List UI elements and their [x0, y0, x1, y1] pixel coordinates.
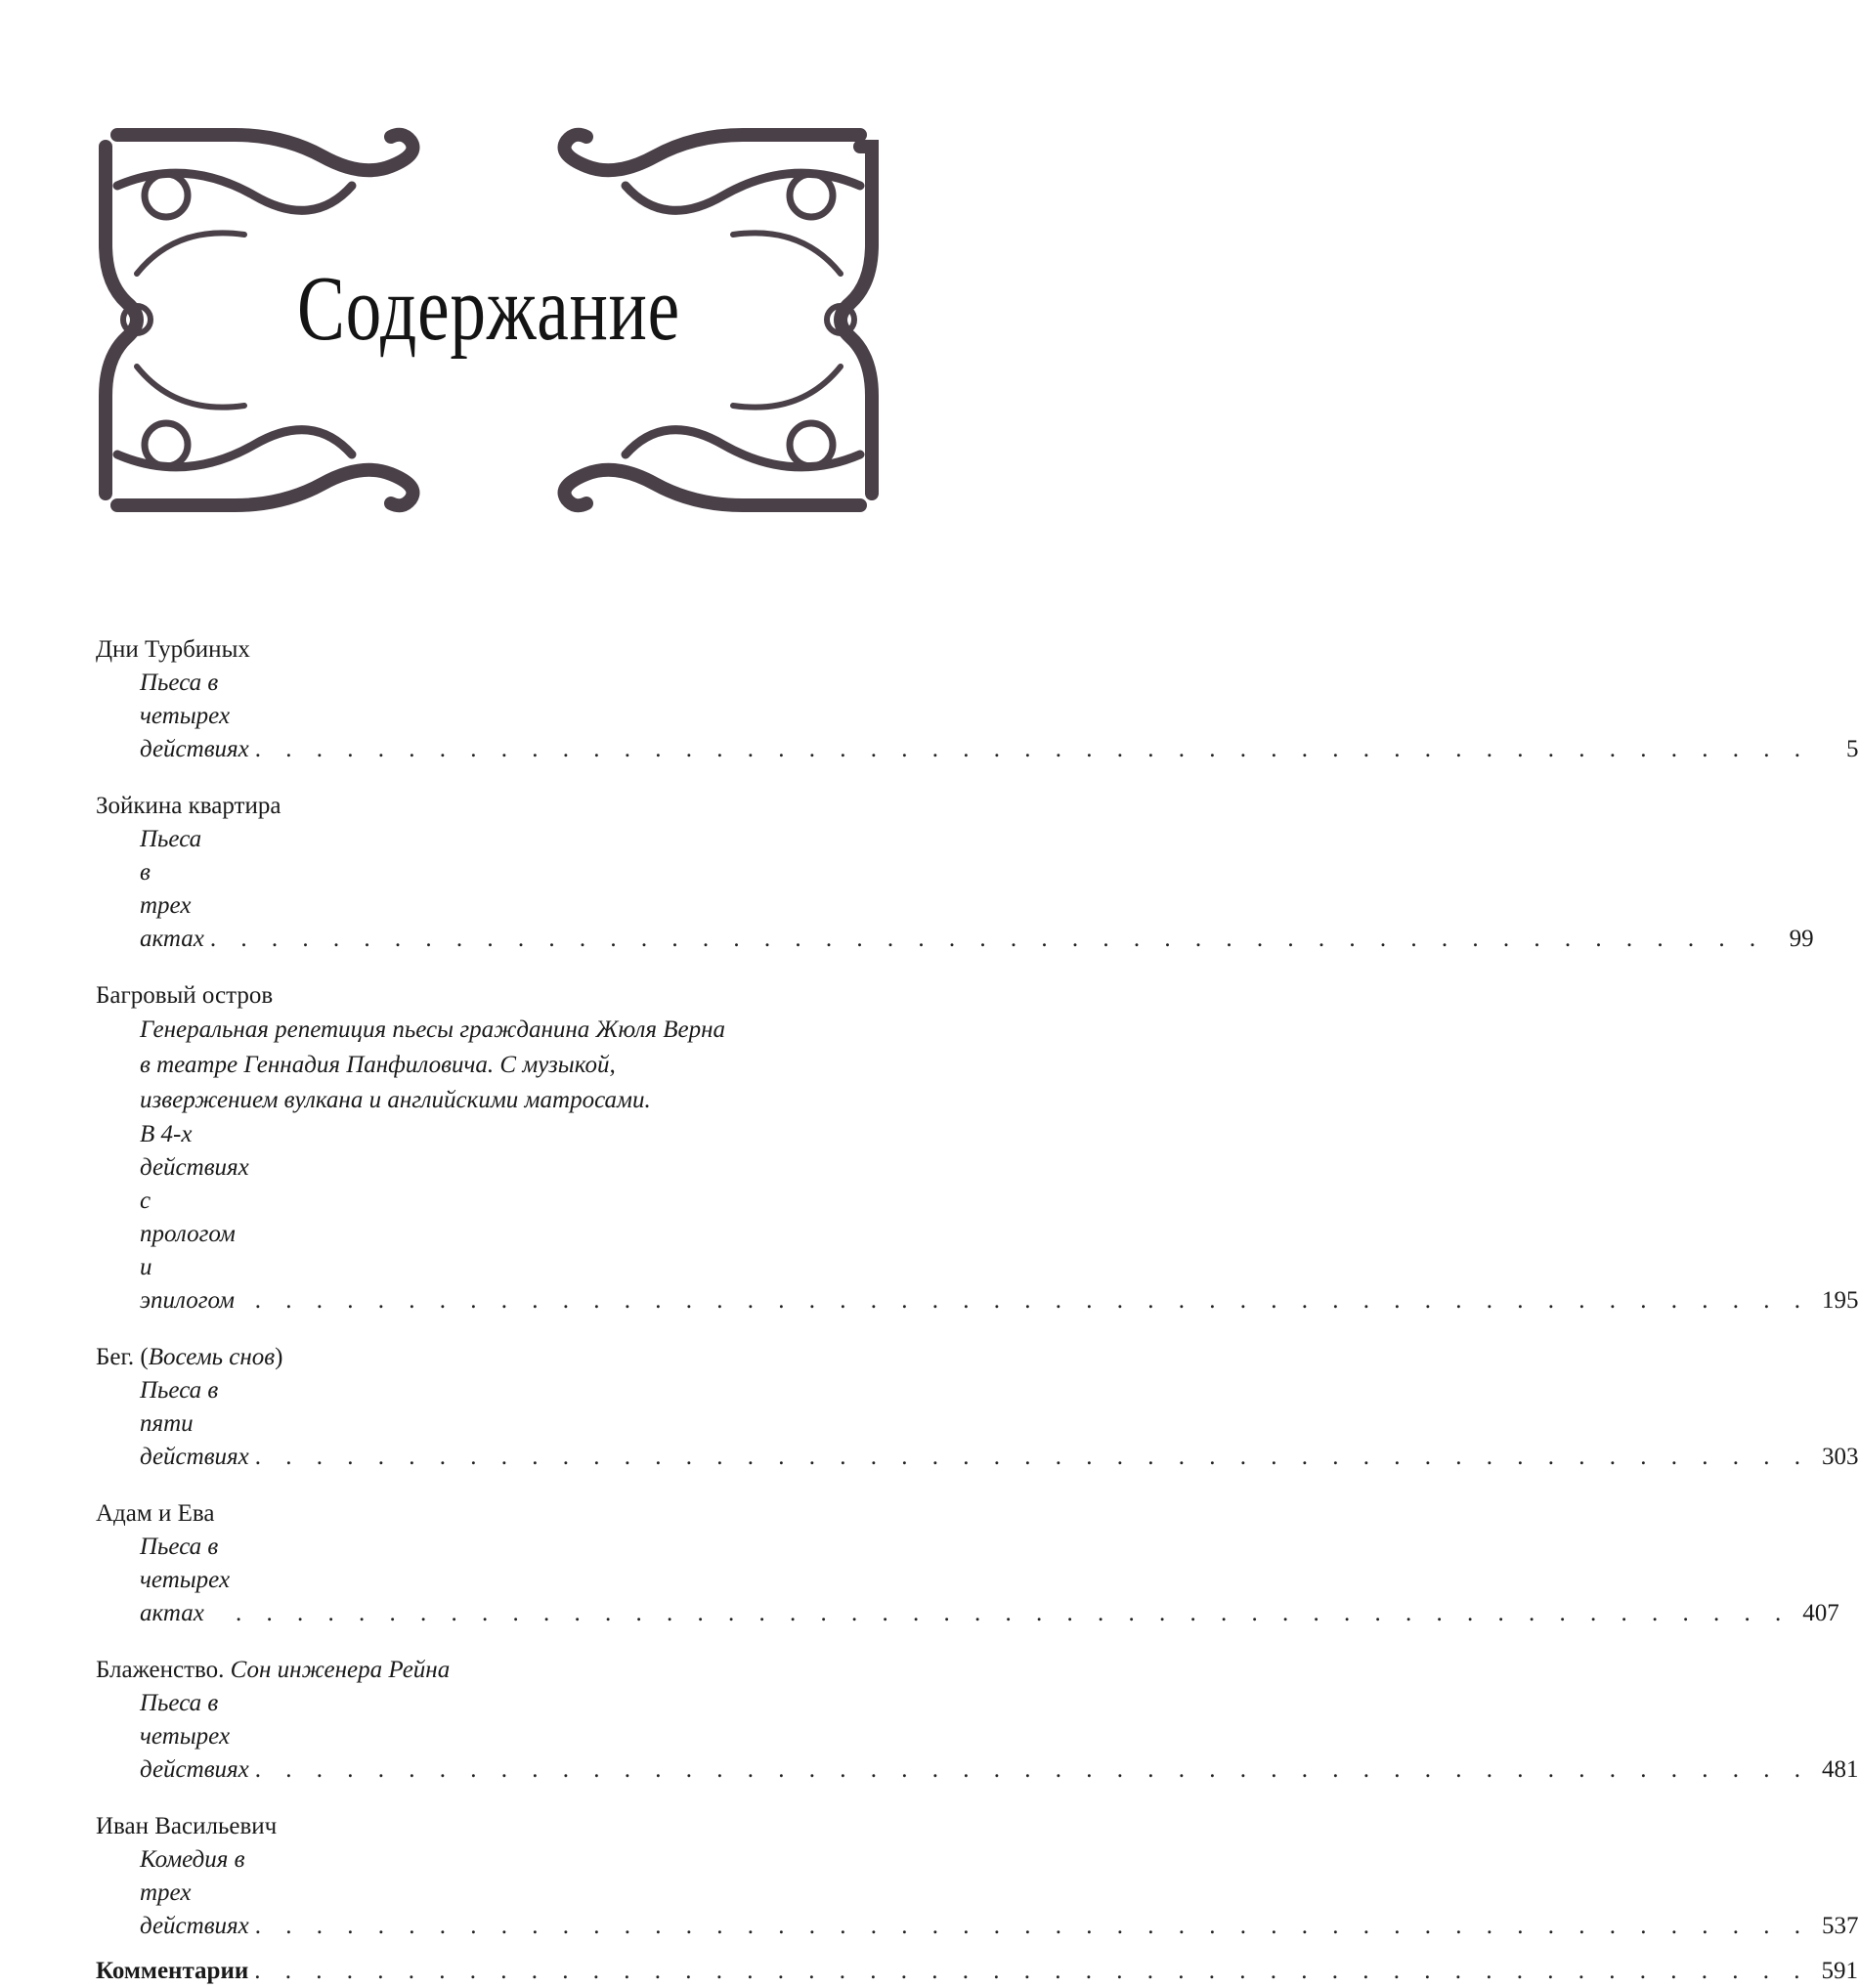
entry-title: Зойкина квартира [96, 793, 281, 819]
entry-title-text: Блаженство. [96, 1657, 231, 1683]
entry-title: Комментарии [96, 1958, 249, 1984]
dot-leader: . . . . . . . . . . . . . . . . . . . . . . . . . . . . . . . . . . . . . . . . . . . . . . . . . . . [209, 926, 1765, 952]
entry-subtitle: Пьеса в пяти действиях [140, 1377, 249, 1470]
entry-subtitle: Пьеса в четырех действиях [140, 1690, 249, 1783]
toc-entry [96, 1654, 1859, 1787]
entry-line [96, 1687, 1859, 1787]
toc-entry [96, 1497, 1839, 1630]
page-number: 537 [1822, 1913, 1859, 1939]
page-number: 591 [1821, 1958, 1859, 1984]
dot-leader: . . . . . . . . . . . . . . . . . . . . . . . . . . . . . . . . . . . . . . . . . . . . . . . . . . . [236, 1600, 1791, 1626]
page-number: 5 [1846, 736, 1859, 762]
entry-line [96, 1843, 1859, 1943]
toc-entry-commentary [96, 1955, 1859, 1988]
entry-title-italic: Сон инженера Рейна [230, 1657, 451, 1683]
entry-line [96, 1374, 1859, 1474]
entry-line [96, 667, 1859, 766]
toc-entry [96, 979, 1859, 1318]
entry-line [96, 1531, 1839, 1630]
entry-title: Дни Турбиных [96, 636, 250, 663]
toc-entry [96, 790, 1814, 956]
entry-description-line: извержением вулкана и английскими матросами. [140, 1087, 651, 1113]
toc-entry [96, 1341, 1859, 1474]
toc-entry [96, 633, 1859, 766]
page-number: 195 [1822, 1287, 1859, 1314]
entry-line [96, 823, 1814, 956]
dot-leader: . . . . . . . . . . . . . . . . . . . . . . . . . . . . . . . . . . . . . . . . . . . . . . . . . . . [254, 1287, 1810, 1314]
page-number: 303 [1822, 1444, 1859, 1470]
dot-leader: . . . . . . . . . . . . . . . . . . . . . . . . . . . . . . . . . . . . . . . . . . . . . . . . . . . [254, 1913, 1810, 1939]
entry-title: Адам и Ева [96, 1500, 215, 1527]
page-number: 407 [1802, 1600, 1839, 1626]
entry-title: Багровый остров [96, 982, 274, 1009]
entry-subtitle: Пьеса в четырех актах [140, 1534, 231, 1626]
page-number: 481 [1822, 1756, 1859, 1783]
toc-entry [96, 1810, 1859, 1943]
entry-subtitle: Пьеса в четырех действиях [140, 670, 249, 762]
entry-title: Иван Васильевич [96, 1813, 278, 1839]
table-of-contents [96, 633, 1859, 1988]
page-number: 99 [1789, 926, 1814, 952]
entry-title [96, 1341, 880, 1374]
dot-leader: . . . . . . . . . . . . . . . . . . . . . . . . . . . . . . . . . . . . . . . . . . . . . . . . . . . [254, 1756, 1810, 1783]
entry-subtitle: Пьеса в трех актах [140, 826, 204, 952]
entry-line [96, 1118, 1859, 1318]
entry-description-line: в театре Геннадия Панфиловича. С музыкой, [140, 1052, 616, 1078]
entry-description-line: Генеральная репетиция пьесы гражданина Жюля Верна [140, 1016, 725, 1043]
page-title: Содержание [297, 258, 680, 360]
entry-title-italic: Восемь снов [148, 1344, 276, 1370]
entry-title-text: Бег. ( [96, 1344, 149, 1370]
dot-leader: . . . . . . . . . . . . . . . . . . . . . . . . . . . . . . . . . . . . . . . . . . . . . . . . . . . [254, 1958, 1810, 1984]
entry-title-end: ) [275, 1344, 283, 1370]
dot-leader: . . . . . . . . . . . . . . . . . . . . . . . . . . . . . . . . . . . . . . . . . . . . . . . . . . . [254, 1444, 1810, 1470]
entry-subtitle: В 4-х действиях с прологом и эпилогом [140, 1121, 249, 1314]
entry-title [96, 1654, 880, 1687]
entry-subtitle: Комедия в трех действиях [140, 1846, 249, 1939]
dot-leader: . . . . . . . . . . . . . . . . . . . . . . . . . . . . . . . . . . . . . . . . . . . . . . . . . . . [254, 736, 1810, 762]
